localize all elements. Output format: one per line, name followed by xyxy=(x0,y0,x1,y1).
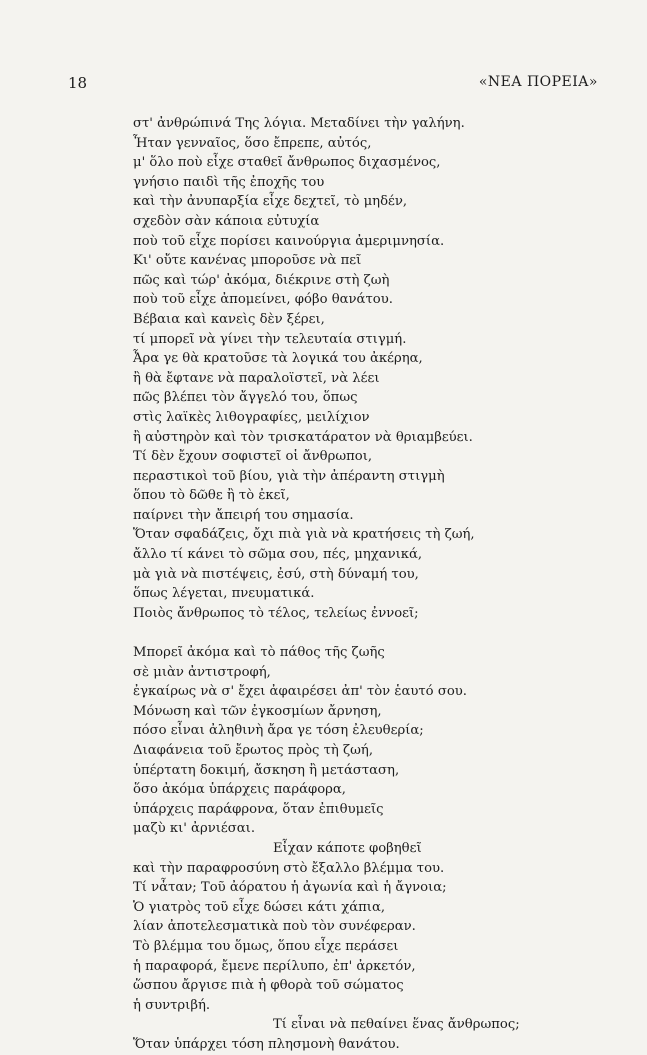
poem-line: μὰ γιὰ νὰ πιστέψεις, ἐσύ, στὴ δύναμή του, xyxy=(133,566,419,582)
poem-line: Ἆρα γε θὰ κρατοῦσε τὰ λογικά του ἀκέρηα, xyxy=(133,351,423,367)
poem-line: ἢ αὐστηρὸν καὶ τὸν τρισκατάρατον νὰ θριαμβεύει. xyxy=(133,429,473,445)
poem-line: Ὅταν ὑπάρχει τόση πλησμονὴ θανάτου. xyxy=(133,1036,400,1052)
poem-line: περαστικοὶ τοῦ βίου, γιὰ τὴν ἀπέραντη στιγμὴ xyxy=(133,468,445,484)
poem-line: Μπορεῖ ἀκόμα καὶ τὸ πάθος τῆς ζωῆς xyxy=(133,645,385,661)
poem-line: ἡ παραφορά, ἔμενε περίλυπο, ἐπ' ἀρκετόν, xyxy=(133,958,416,974)
poem-line: Κι' οὔτε κανένας μποροῦσε νὰ πεῖ xyxy=(133,253,362,269)
poem-line-indented: Εἶχαν κάποτε φοβηθεῖ xyxy=(273,840,422,856)
poem-line: πῶς βλέπει τὸν ἄγγελό του, ὅπως xyxy=(133,390,358,406)
poem-line: ἐγκαίρως νὰ σ' ἔχει ἀφαιρέσει ἀπ' τὸν ἑαυτό σου. xyxy=(133,684,467,700)
poem-line: Μόνωση καὶ τῶν ἐγκοσμίων ἄρνηση, xyxy=(133,703,382,719)
poem-line: Βέβαια καὶ κανεὶς δὲν ξέρει, xyxy=(133,311,325,327)
poem-line: παίρνει τὴν ἄπειρή του σημασία. xyxy=(133,507,354,523)
poem-line: ὅσο ἀκόμα ὑπάρχεις παράφορα, xyxy=(133,782,346,798)
poem-line: τί μπορεῖ νὰ γίνει τὴν τελευταία στιγμή. xyxy=(133,331,407,347)
stanza-2 xyxy=(133,643,603,1054)
poem-line: ποὺ τοῦ εἶχε πορίσει καινούργια ἀμεριμνησία. xyxy=(133,233,445,249)
poem-line: Ὁ γιατρὸς τοῦ εἶχε δώσει κάτι χάπια, xyxy=(133,899,386,915)
poem-line: Ἦταν γενναῖος, ὅσο ἔπρεπε, αὐτός, xyxy=(133,135,372,151)
poem-line: ὅπως λέγεται, πνευματικά. xyxy=(133,586,315,602)
poem-line: ἄλλο τί κάνει τὸ σῶμα σου, πές, μηχανικά, xyxy=(133,547,423,563)
page-header xyxy=(68,74,598,96)
poem-line: σχεδὸν σὰν κάποια εὐτυχία xyxy=(133,213,320,229)
page-number: 18 xyxy=(68,74,88,92)
poem-line: ὑπέρτατη δοκιμή, ἄσκηση ἢ μετάσταση, xyxy=(133,762,400,778)
poem-line: Ὅταν σφαδάζεις, ὄχι πιὰ γιὰ νὰ κρατήσεις τὴ ζωή, xyxy=(133,527,475,543)
poem-line: λίαν ἀποτελεσματικὰ ποὺ τὸν συνέφεραν. xyxy=(133,919,416,935)
poem-line: Τὸ βλέμμα του ὅμως, ὅπου εἶχε περάσει xyxy=(133,938,399,954)
poem-line: ἢ θὰ ἔφτανε νὰ παραλοϊστεῖ, νὰ λέει xyxy=(133,370,380,386)
poem-line-indented: Τί εἶναι νὰ πεθαίνει ἕνας ἄνθρωπος; xyxy=(273,1017,520,1033)
poem-line: ἡ συντριβή. xyxy=(133,997,211,1013)
poem-line: καὶ τὴν παραφροσύνη στὸ ἔξαλλο βλέμμα του. xyxy=(133,860,445,876)
journal-title: «ΝΕΑ ΠΟΡΕΙΑ» xyxy=(478,74,598,90)
poem-line: Διαφάνεια τοῦ ἔρωτος πρὸς τὴ ζωή, xyxy=(133,743,374,758)
poem-line: γνήσιο παιδὶ τῆς ἐποχῆς του xyxy=(133,174,325,190)
poem-line: Ποιὸς ἄνθρωπος τὸ τέλος, τελείως ἐννοεῖ; xyxy=(133,605,419,621)
poem-line: Τί δὲν ἔχουν σοφιστεῖ οἱ ἄνθρωποι, xyxy=(133,449,373,465)
poem-line: μαζὺ κι' ἀρνιέσαι. xyxy=(133,821,256,837)
poem-line: ποὺ τοῦ εἶχε ἀπομείνει, φόβο θανάτου. xyxy=(133,292,393,308)
poem-body xyxy=(133,114,603,1055)
stanza-1 xyxy=(133,114,603,623)
poem-line: πόσο εἶναι ἀληθινὴ ἄρα γε τόση ἐλευθερία; xyxy=(133,723,424,739)
poem-line: ὅπου τὸ δῶθε ἢ τὸ ἐκεῖ, xyxy=(133,488,290,504)
poem-line: στὶς λαϊκὲς λιθογραφίες, μειλίχιον xyxy=(133,409,370,425)
poem-line: μ' ὅλο ποὺ εἶχε σταθεῖ ἄνθρωπος διχασμένος, xyxy=(133,155,441,171)
poem-line: Τί νἆταν; Τοῦ ἀόρατου ἡ ἀγωνία καὶ ἡ ἄγνοια; xyxy=(133,880,447,896)
poem-line: στ' ἀνθρώπινά Της λόγια. Μεταδίνει τὴν γαλήνη. xyxy=(133,116,465,131)
poem-line: καὶ τὴν ἀνυπαρξία εἶχε δεχτεῖ, τὸ μηδέν, xyxy=(133,194,408,210)
poem-line: ὥσπου ἄργισε πιὰ ἡ φθορὰ τοῦ σώματος xyxy=(133,978,404,994)
poem-line: πῶς καὶ τώρ' ἀκόμα, διέκρινε στὴ ζωὴ xyxy=(133,272,390,288)
poem-line: ὑπάρχεις παράφρονα, ὅταν ἐπιθυμεῖς xyxy=(133,801,384,817)
stanza-break xyxy=(133,623,603,643)
poem-line: σὲ μιὰν ἀντιστροφή, xyxy=(133,664,271,680)
